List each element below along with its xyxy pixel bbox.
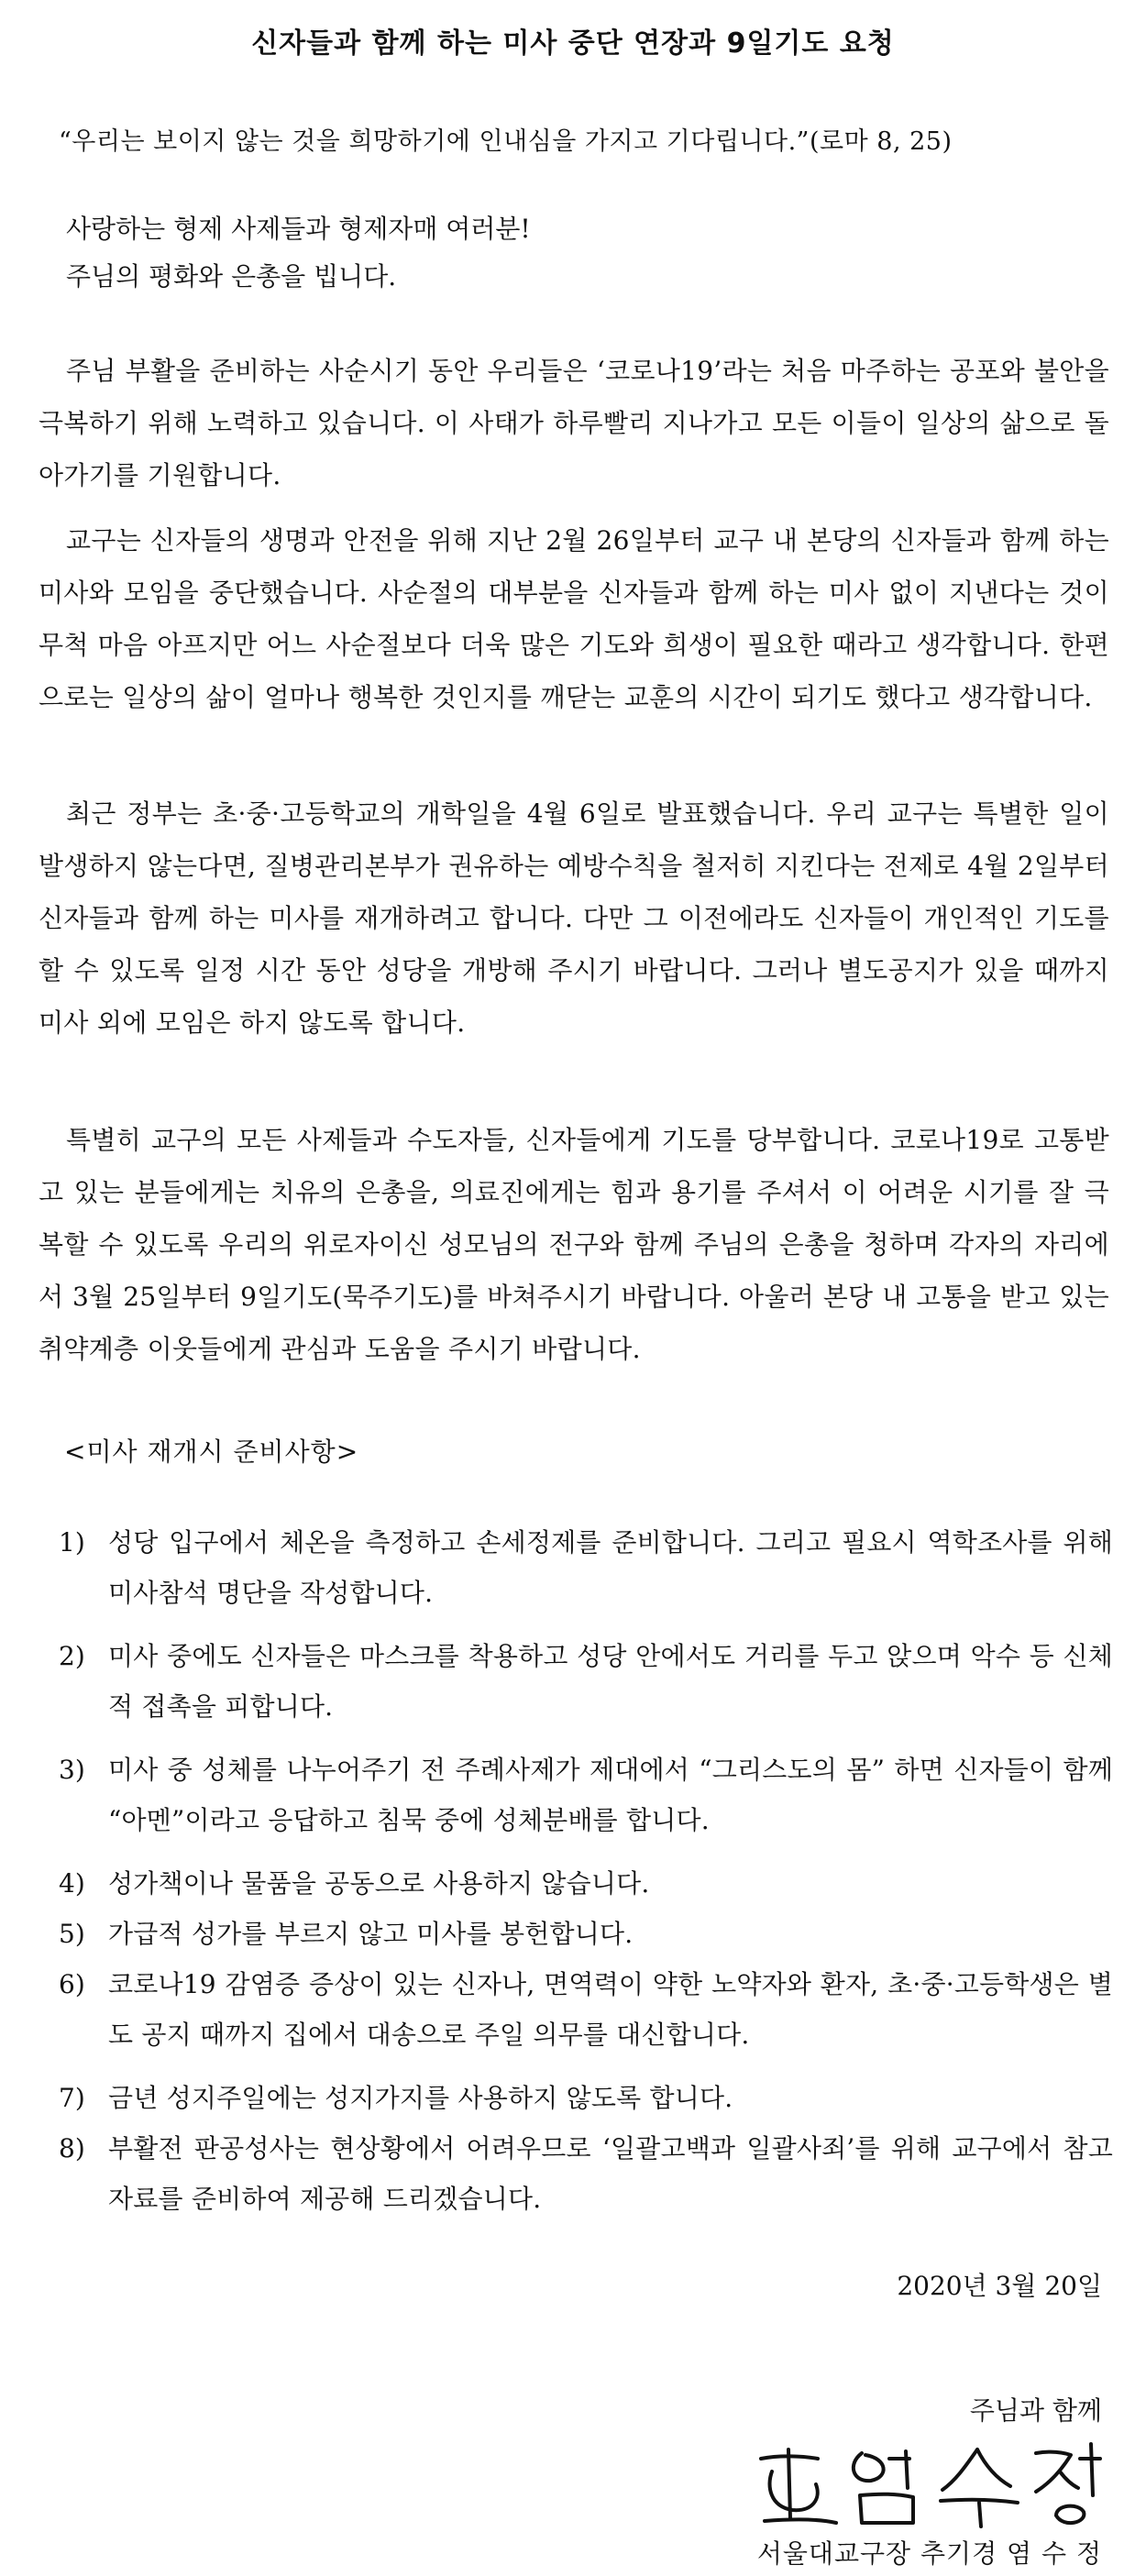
- item-number: 1): [59, 1527, 85, 1558]
- list-item: [59, 1745, 1113, 1845]
- closing-phrase: 주님과 함께: [969, 2395, 1102, 2426]
- item-text: 미사 중에도 신자들은 마스크를 착용하고 성당 안에서도 거리를 두고 앉으며 악수 등 신체적 접촉을 피합니다.: [108, 1641, 1113, 1722]
- body-paragraph: 주님 부활을 준비하는 사순시기 동안 우리들은 ‘코로나19’라는 처음 마주하는 공포와 불안을 극복하기 위해 노력하고 있습니다. 이 사태가 하루빨리 지나가고 모든 이들이 일상의 삶으로 돌아가기를 기원합니다.: [39, 356, 1109, 490]
- list-item: [59, 1909, 1113, 1959]
- list-item: [59, 1517, 1113, 1618]
- item-number: 5): [59, 1919, 85, 1949]
- item-text: 성가책이나 물품을 공동으로 사용하지 않습니다.: [108, 1868, 650, 1899]
- item-number: 4): [59, 1868, 85, 1899]
- list-item: [59, 1959, 1113, 2060]
- item-number: 8): [59, 2133, 85, 2163]
- body-paragraph: 최근 정부는 초·중·고등학교의 개학일을 4월 6일로 발표했습니다. 우리 교구는 특별한 일이 발생하지 않는다면, 질병관리본부가 권유하는 예방수칙을 철저히 지킨다는 전제로 4월 2일부터 신자들과 함께 하는 미사를 재개하려고 합니다. 다만 그 이전에라도 신자들이 개인적인 기도를 할 수 있도록 일정 시간 동안 성당을 개방해 주시기 바랍니다. 그러나 별도공지가 있을 때까지 미사 외에 모임은 하지 않도록 합니다.: [39, 798, 1109, 1038]
- letter-date: 2020년 3월 20일: [897, 2271, 1102, 2301]
- item-text: 부활전 판공성사는 현상황에서 어려우므로 ‘일괄고백과 일괄사죄’를 위해 교구에서 참고자료를 준비하여 제공해 드리겠습니다.: [108, 2133, 1113, 2214]
- preparation-heading: <미사 재개시 준비사항>: [64, 1437, 359, 1467]
- item-text: 가급적 성가를 부르지 않고 미사를 봉헌합니다.: [108, 1919, 634, 1949]
- body-paragraph: 특별히 교구의 모든 사제들과 수도자들, 신자들에게 기도를 당부합니다. 코로나19로 고통받고 있는 분들에게는 치유의 은총을, 의료진에게는 힘과 용기를 주셔서 이 어려운 시기를 잘 극복할 수 있도록 우리의 위로자이신 성모님의 전구와 함께 주님의 은총을 청하며 각자의 자리에서 3월 25일부터 9일기도(묵주기도)를 바쳐주시기 바랍니다. 아울러 본당 내 고통을 받고 있는 취약계층 이웃들에게 관심과 도움을 주시기 바랍니다.: [39, 1125, 1109, 1364]
- greeting-line: 사랑하는 형제 사제들과 형제자매 여러분!: [66, 214, 531, 244]
- list-item: [59, 1631, 1113, 1732]
- item-number: 3): [59, 1755, 85, 1785]
- letter-title: 신자들과 함께 하는 미사 중단 연장과 9일기도 요청: [251, 28, 895, 60]
- item-text: 금년 성지주일에는 성지가지를 사용하지 않도록 합니다.: [108, 2083, 733, 2113]
- item-text: 코로나19 감염증 증상이 있는 신자나, 면역력이 약한 노약자와 환자, 초·중·고등학생은 별도 공지 때까지 집에서 대송으로 주일 의무를 대신합니다.: [108, 1969, 1113, 2050]
- item-text: 미사 중 성체를 나누어주기 전 주례사제가 제대에서 “그리스도의 몸” 하면 신자들이 함께 “아멘”이라고 응답하고 침묵 중에 성체분배를 합니다.: [108, 1755, 1113, 1835]
- item-number: 7): [59, 2083, 85, 2113]
- list-item: [59, 2073, 1113, 2123]
- item-number: 6): [59, 1969, 85, 1999]
- list-item: [59, 1858, 1113, 1909]
- body-paragraph: 교구는 신자들의 생명과 안전을 위해 지난 2월 26일부터 교구 내 본당의 신자들과 함께 하는 미사와 모임을 중단했습니다. 사순절의 대부분을 신자들과 함께 하는 미사 없이 지낸다는 것이 무척 마음 아프지만 어느 사순절보다 더욱 많은 기도와 희생이 필요한 때라고 생각합니다. 한편으로는 일상의 삶이 얼마나 행복한 것인지를 깨닫는 교훈의 시간이 되기도 했다고 생각합니다.: [39, 525, 1109, 712]
- signer-name: 서울대교구장 추기경 염 수 정: [756, 2538, 1102, 2569]
- list-item: [59, 2123, 1113, 2224]
- scripture-quote: “우리는 보이지 않는 것을 희망하기에 인내심을 가지고 기다립니다.”(로마 8, 25): [59, 127, 953, 156]
- handwritten-signature: [752, 2431, 1118, 2530]
- item-number: 2): [59, 1641, 85, 1671]
- preparation-list: [59, 1517, 1113, 2224]
- item-text: 성당 입구에서 체온을 측정하고 손세정제를 준비합니다. 그리고 필요시 역학조사를 위해 미사참석 명단을 작성합니다.: [108, 1527, 1113, 1608]
- greeting-line: 주님의 평화와 은총을 빕니다.: [66, 261, 397, 292]
